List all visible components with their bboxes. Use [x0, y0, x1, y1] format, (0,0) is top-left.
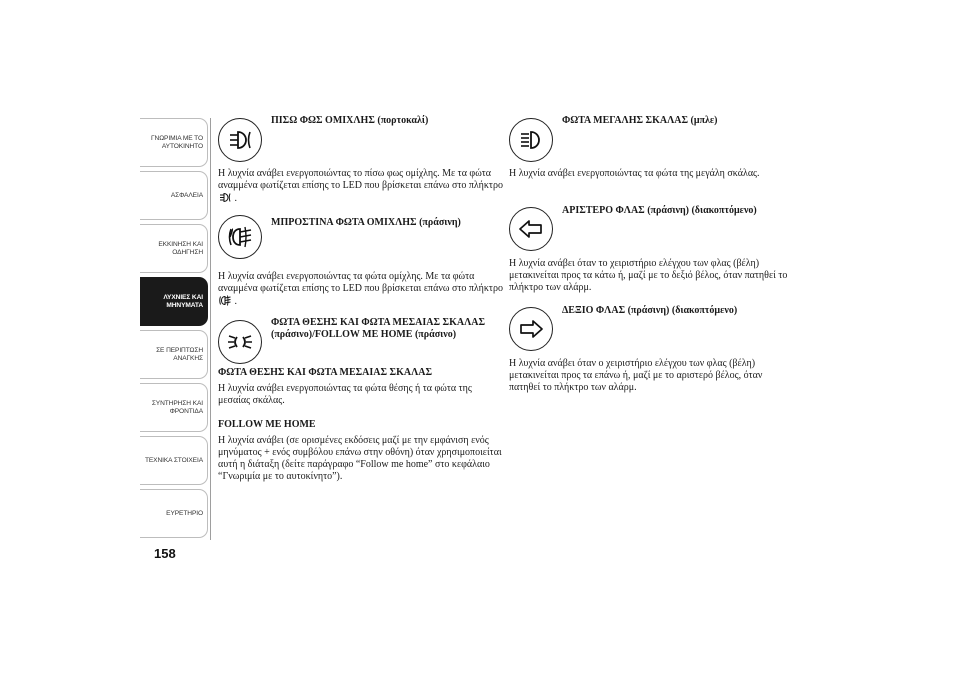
tab-warning-lights[interactable] — [140, 277, 208, 326]
left-turn-title: ΑΡΙΣΤΕΡΟ ΦΛΑΣ (πράσινη) (διακοπτόμενο) — [562, 205, 757, 216]
rear-fog-text-end: . — [234, 193, 237, 204]
tab-label: ΤΕΧΝΙΚΑ ΣΤΟΙΧΕΙΑ — [144, 456, 203, 464]
tab-emergency[interactable] — [140, 330, 208, 379]
tab-starting-driving[interactable] — [140, 224, 208, 273]
tab-technical-data[interactable] — [140, 436, 208, 485]
right-turn-text: Η λυχνία ανάβει όταν ο χειριστήριο ελέγχου των φλας (βέλη) μετακινείται προς τα επάνω ή, μαζί με το αριστερό βέλος, όταν πατηθεί το πλήκτρο των αλάρμ. — [509, 358, 763, 393]
position-lights-subheading: ΦΩΤΑ ΘΕΣΗΣ ΚΑΙ ΦΩΤΑ ΜΕΣΑΙΑΣ ΣΚΑΛΑΣ — [218, 367, 433, 378]
front-fog-section — [218, 215, 503, 315]
tab-label: ΕΥΡΕΤΗΡΙΟ — [166, 509, 203, 517]
front-fog-title: ΜΠΡΟΣΤΙΝΑ ΦΩΤΑ ΟΜΙΧΛΗΣ (πράσινη) — [271, 217, 461, 228]
rear-fog-text — [218, 168, 503, 205]
follow-me-home-subheading: FOLLOW ME HOME — [218, 419, 316, 430]
rear-fog-title: ΠΙΣΩ ΦΩΣ ΟΜΙΧΛΗΣ (πορτοκαλί) — [271, 115, 429, 126]
tab-maintenance[interactable] — [140, 383, 208, 432]
rear-fog-text-body: Η λυχνία ανάβει ενεργοποιώντας το πίσω φως ομίχλης. Με τα φώτα αναμμένα φωτίζεται επίσης το LED που βρίσκεται επάνω στο πλήκτρο — [218, 168, 503, 191]
position-lights-text: Η λυχνία ανάβει ενεργοποιώντας τα φώτα θέσης ή τα φώτα της μεσαίας σκάλας. — [218, 383, 472, 406]
tab-getting-to-know-car[interactable] — [140, 118, 208, 167]
left-turn-section — [509, 203, 794, 303]
left-turn-text: Η λυχνία ανάβει όταν το χειριστήριο ελέγχου των φλας (βέλη) μετακινείται προς τα κάτω ή, μαζί με το δεξιό βέλος, όταν πατηθεί το πλήκτρο των αλάρμ. — [509, 258, 788, 293]
right-turn-section — [509, 305, 794, 405]
tab-label: ΣΕ ΠΕΡΙΠΤΩΣΗ ΑΝΑΓΚΗΣ — [156, 346, 203, 362]
front-fog-text — [218, 271, 503, 308]
tab-label: ΛΥΧΝΙΕΣ ΚΑΙ ΜΗΝΥΜΑΤΑ — [163, 293, 203, 309]
rear-fog-light-icon — [218, 118, 262, 162]
high-beam-icon — [509, 118, 553, 162]
high-beam-section — [509, 112, 794, 202]
tab-safety[interactable] — [140, 171, 208, 220]
position-lights-title: ΦΩΤΑ ΘΕΣΗΣ ΚΑΙ ΦΩΤΑ ΜΕΣΑΙΑΣ ΣΚΑΛΑΣ (πράσινο)/FOLLOW ME HOME (πράσινο) — [271, 317, 486, 340]
tab-label: ΣΥΝΤΗΡΗΣΗ ΚΑΙ ΦΡΟΝΤΙΔΑ — [151, 399, 203, 415]
tab-index[interactable] — [140, 489, 208, 538]
follow-me-home-text: Η λυχνία ανάβει (σε ορισμένες εκδόσεις μαζί με την εμφάνιση ενός μηνύματος + ενός συμβόλου επάνω στην οθόνη) όταν χρησιμοποιείται αυτή η διάταξη (δείτε παράγραφο “Follow me home” στο κεφάλαιο “Γνωριμία με το αυτοκίνητο”). — [218, 435, 502, 482]
chapter-sidebar — [140, 118, 210, 540]
high-beam-text: Η λυχνία ανάβει ενεργοποιώντας τα φώτα της μεγάλη σκάλας. — [509, 168, 760, 179]
left-column — [218, 112, 503, 482]
tab-label: ΑΣΦΑΛΕΙΑ — [170, 191, 203, 199]
page-number: 158 — [154, 546, 176, 561]
position-lights-section — [218, 314, 503, 514]
tab-label: ΓΝΩΡΙΜΙΑ ΜΕ ΤΟ ΑΥΤΟΚΙΝΗΤΟ — [151, 134, 203, 150]
tab-label: ΕΚΚΙΝΗΣΗ ΚΑΙ ΟΔΗΓΗΣΗ — [158, 240, 203, 256]
front-fog-light-icon — [218, 215, 262, 259]
sidebar-divider — [210, 118, 211, 540]
left-turn-arrow-icon — [509, 207, 553, 251]
position-lights-icon — [218, 320, 262, 364]
right-turn-title: ΔΕΞΙΟ ΦΛΑΣ (πράσινη) (διακοπτόμενο) — [562, 305, 738, 316]
right-turn-arrow-icon — [509, 307, 553, 351]
front-fog-text-end: . — [234, 296, 237, 307]
front-fog-button-icon — [218, 295, 232, 306]
high-beam-title: ΦΩΤΑ ΜΕΓΑΛΗΣ ΣΚΑΛΑΣ (μπλε) — [562, 115, 718, 126]
front-fog-text-body: Η λυχνία ανάβει ενεργοποιώντας τα φώτα ομίχλης. Με τα φώτα αναμμένα φωτίζεται επίσης το LED που βρίσκεται επάνω στο πλήκτρο — [218, 271, 503, 294]
rear-fog-button-icon — [218, 192, 232, 203]
